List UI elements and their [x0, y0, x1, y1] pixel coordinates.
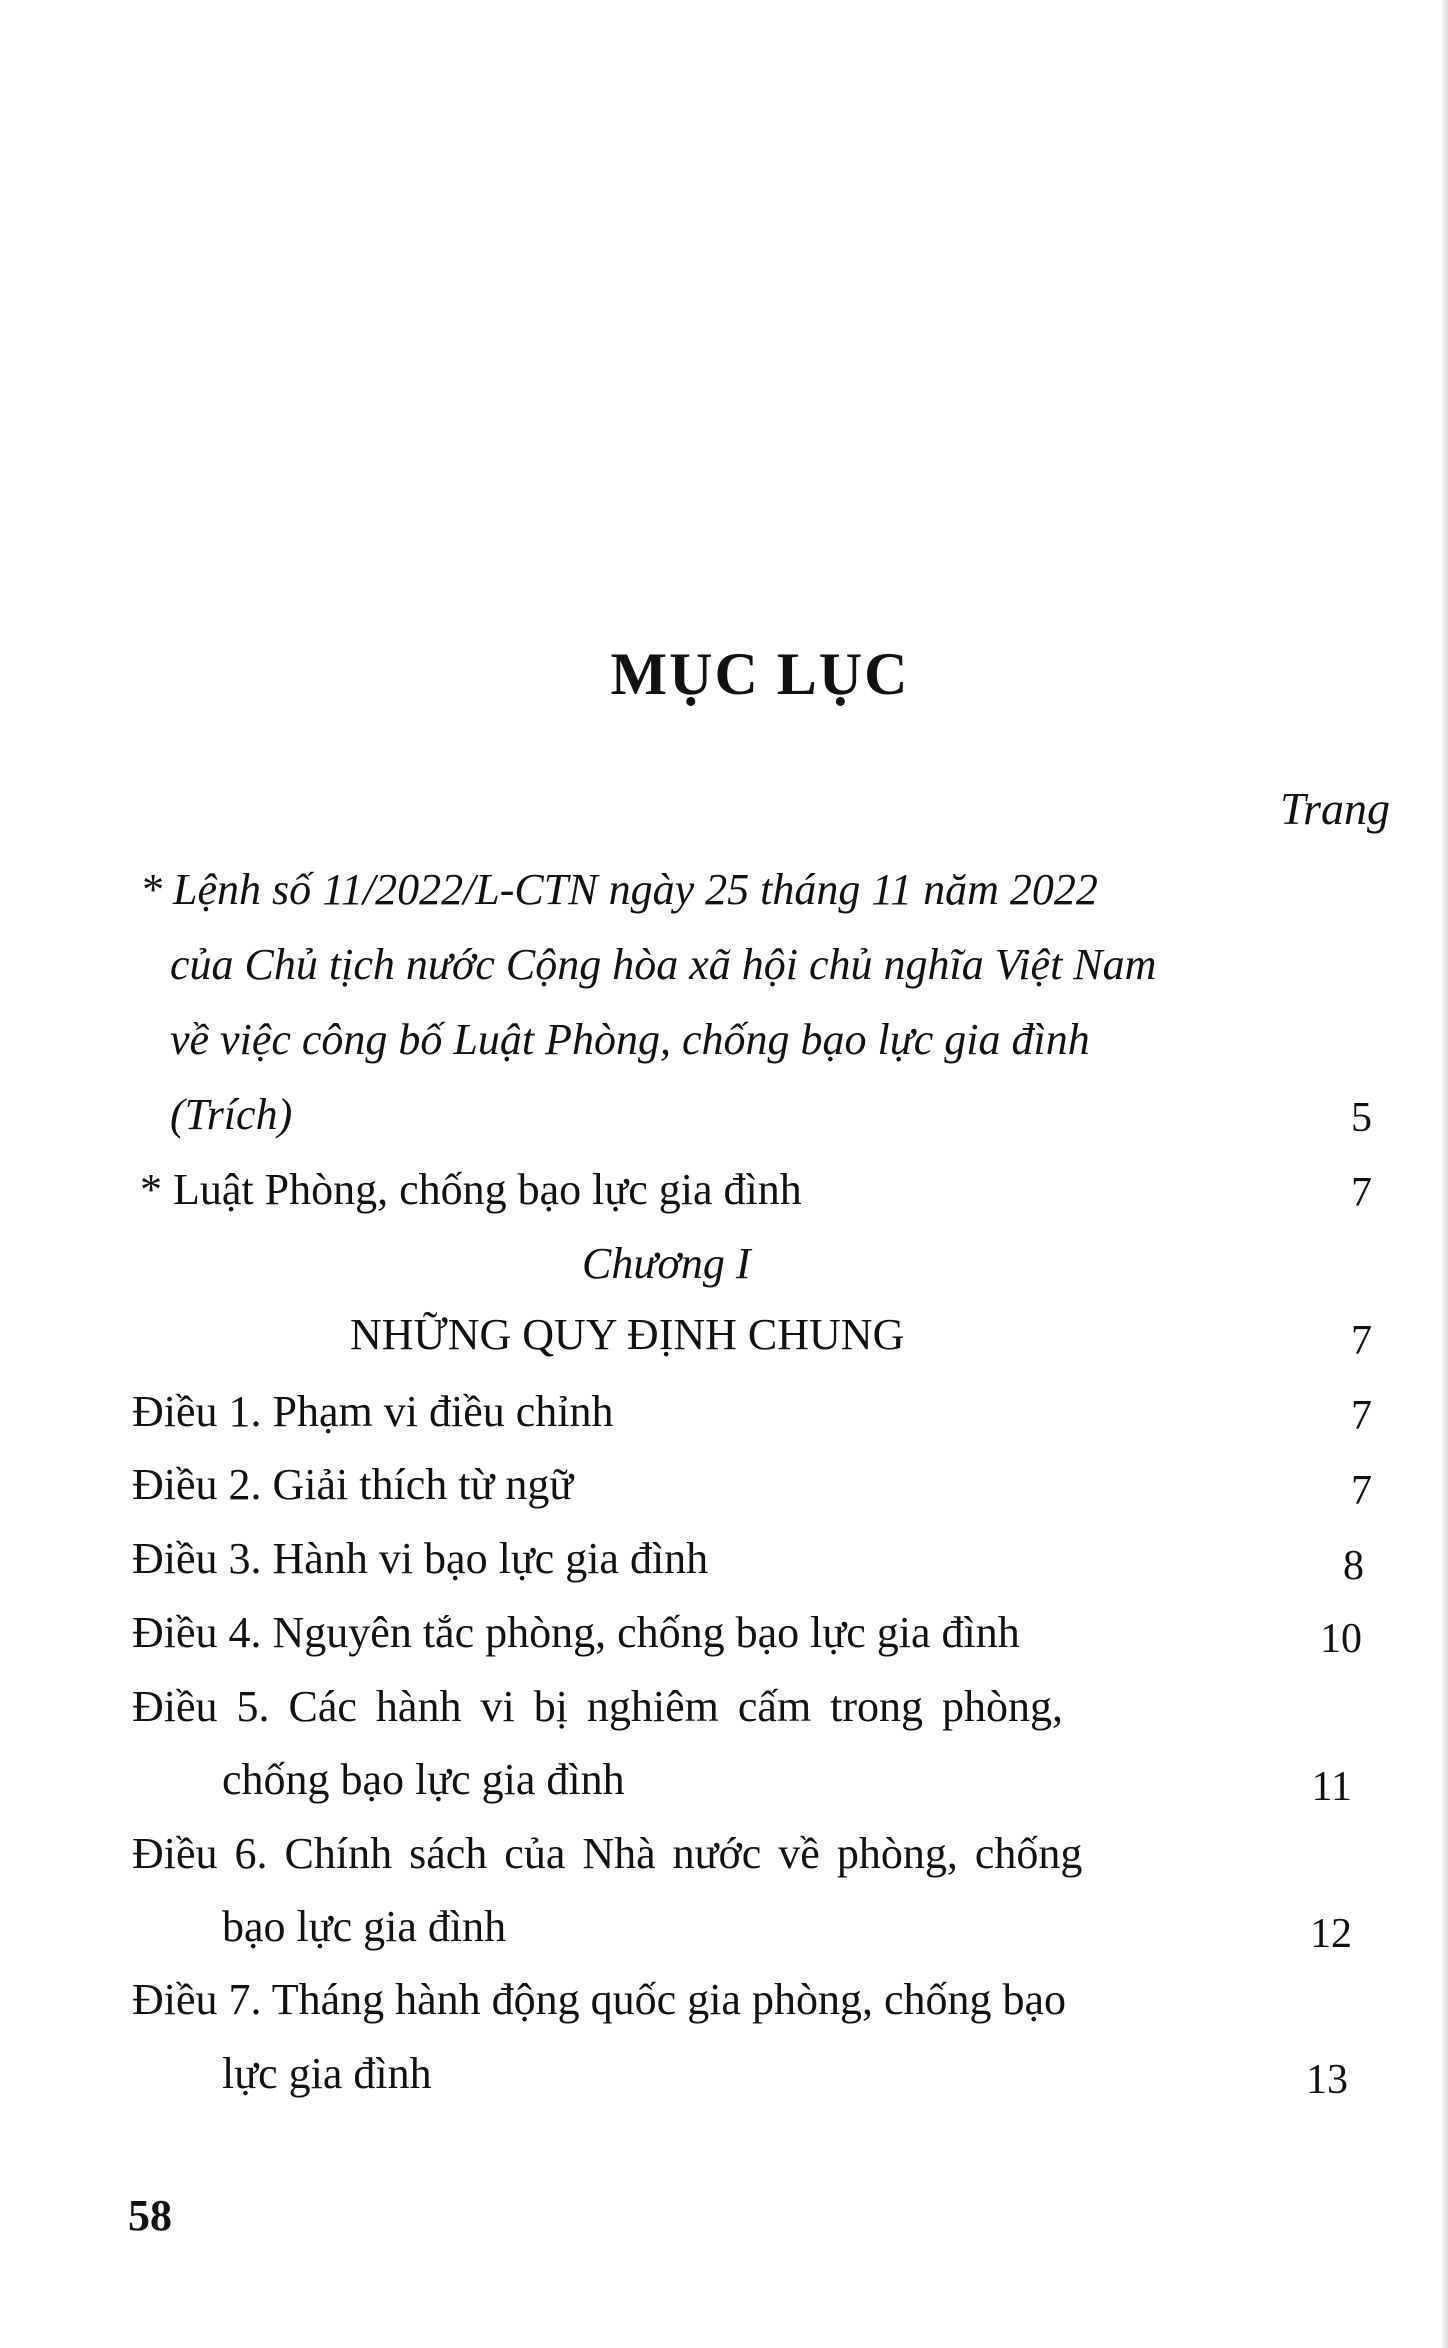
page-edge-shadow — [1442, 0, 1448, 2348]
toc-entry-dieu-2: Điều 2. Giải thích từ ngữ — [132, 1460, 574, 1509]
toc-entry-dieu-7-line-2: lực gia đình — [222, 2049, 432, 2098]
toc-entry-lenh-line-3: về việc công bố Luật Phòng, chống bạo lực gia đình — [170, 1015, 1090, 1064]
toc-entry-dieu-5-page: 11 — [1311, 1764, 1352, 1810]
chapter-label: Chương I — [582, 1239, 751, 1288]
toc-entry-lenh-line-1: * Lệnh số 11/2022/L-CTN ngày 25 tháng 11 năm 2022 — [140, 865, 1098, 914]
toc-entry-lenh-line-2: của Chủ tịch nước Cộng hòa xã hội chủ nghĩa Việt Nam — [170, 940, 1157, 989]
toc-entry-luat-page: 7 — [1351, 1170, 1372, 1216]
toc-entry-dieu-7-page: 13 — [1306, 2057, 1348, 2103]
toc-entry-dieu-1: Điều 1. Phạm vi điều chỉnh — [132, 1387, 614, 1436]
toc-entry-dieu-5-line-2: chống bạo lực gia đình — [222, 1755, 625, 1804]
toc-entry-dieu-6-line-2: bạo lực gia đình — [222, 1902, 507, 1951]
toc-entry-lenh-page: 5 — [1351, 1095, 1372, 1141]
toc-entry-dieu-3: Điều 3. Hành vi bạo lực gia đình — [132, 1534, 709, 1583]
toc-entry-dieu-3-page: 8 — [1343, 1543, 1364, 1589]
page-column-header: Trang — [1280, 783, 1390, 834]
toc-entry-dieu-7-line-1: Điều 7. Tháng hành động quốc gia phòng, chống bạo — [132, 1975, 1067, 2024]
toc-entry-dieu-6-line-1: Điều 6. Chính sách của Nhà nước về phòng, chống — [132, 1829, 1083, 1878]
toc-entry-dieu-4: Điều 4. Nguyên tắc phòng, chống bạo lực gia đình — [132, 1608, 1020, 1657]
toc-title: MỤC LỤC — [610, 641, 910, 707]
toc-entry-dieu-2-page: 7 — [1351, 1468, 1372, 1514]
toc-entry-dieu-4-page: 10 — [1320, 1616, 1362, 1662]
toc-entry-lenh-line-4: (Trích) — [170, 1090, 293, 1139]
page-number: 58 — [128, 2191, 172, 2240]
toc-entry-dieu-6-page: 12 — [1310, 1911, 1352, 1957]
chapter-heading-page: 7 — [1351, 1318, 1372, 1364]
chapter-heading: NHỮNG QUY ĐỊNH CHUNG — [350, 1310, 905, 1359]
toc-entry-dieu-5-line-1: Điều 5. Các hành vi bị nghiêm cấm trong phòng, — [132, 1682, 1064, 1731]
toc-entry-luat: * Luật Phòng, chống bạo lực gia đình — [140, 1165, 802, 1214]
toc-entry-dieu-1-page: 7 — [1351, 1393, 1372, 1439]
